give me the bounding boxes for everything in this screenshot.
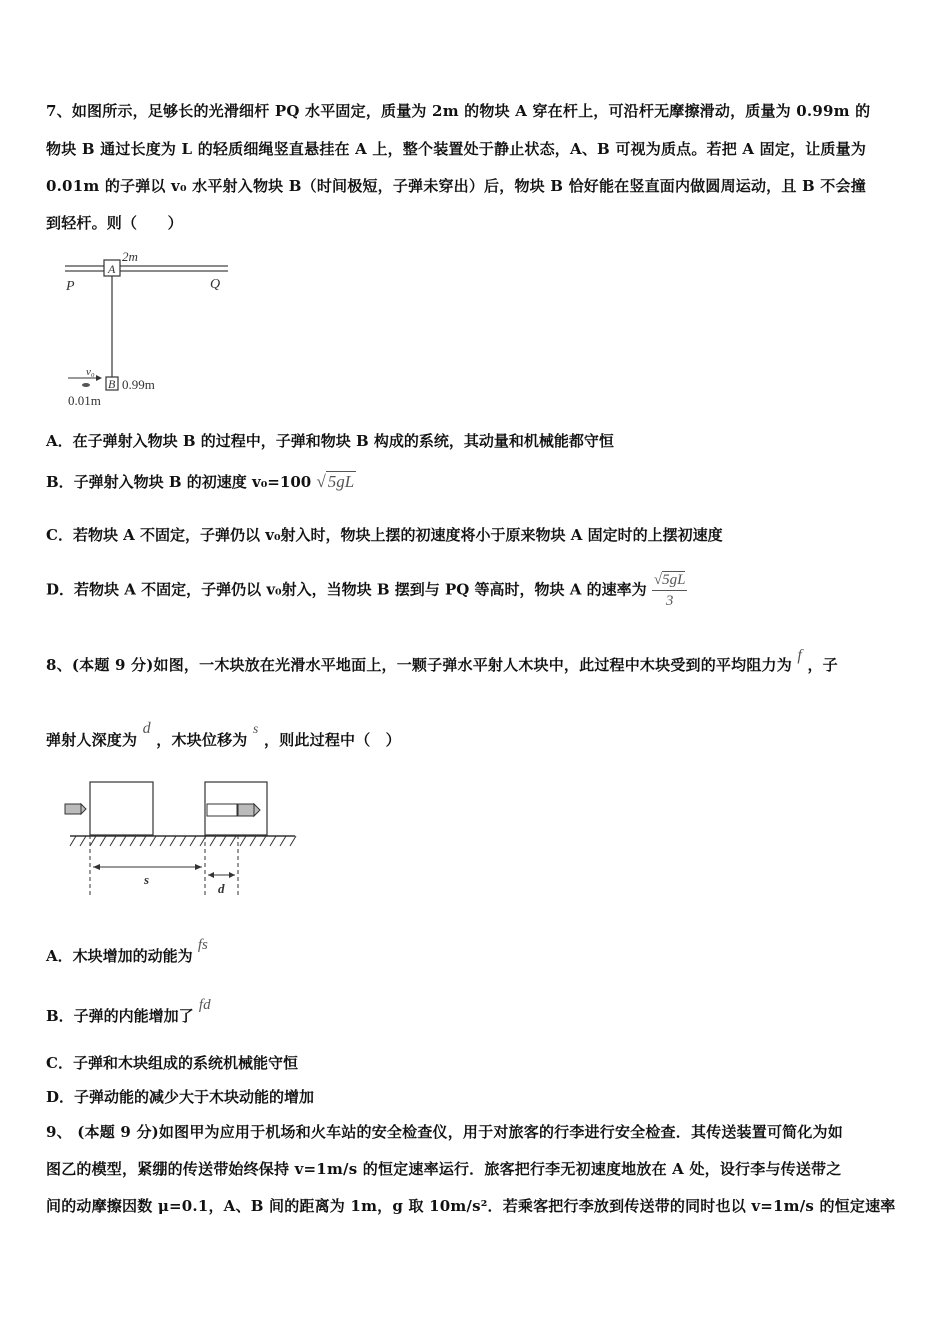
q7-stem-line-1: 7、如图所示，足够长的光滑细杆 PQ 水平固定，质量为 2m 的物块 A 穿在杆上，可沿杆无摩擦滑动，质量为 0.99m 的 xyxy=(46,102,871,120)
wood-block-initial xyxy=(90,782,153,835)
q7-option-d-text: D．若物块 A 不固定，子弹仍以 v₀射入，当物块 B 摆到与 PQ 等高时，物块 A 的速率为 xyxy=(46,580,647,599)
q7-figure xyxy=(60,250,240,410)
label-q: Q xyxy=(210,277,221,292)
q8-stem-line-2-c: ，则此过程中（ ） xyxy=(264,731,401,749)
q8-option-b xyxy=(46,997,211,1027)
q7-option-b xyxy=(46,472,356,492)
q8-figure xyxy=(60,775,300,905)
q7-option-a: A．在子弹射入物块 B 的过程中，子弹和物块 B 构成的系统，其动量和机械能都守恒 xyxy=(46,432,614,450)
q7-option-d-fraction xyxy=(652,570,688,611)
q7-stem-line-4: 到轻杆。则（ ） xyxy=(46,214,183,232)
bullet-final xyxy=(238,804,254,816)
label-001m: 0.01m xyxy=(68,393,101,408)
q8-stem-line-1-text: 8、(本题 9 分)如图，一木块放在光滑水平地面上，一颗子弹水平射人木块中，此过程中木块受到的平均阻力为 xyxy=(46,656,792,674)
label-099m: 0.99m xyxy=(122,377,155,392)
bullet-initial xyxy=(65,804,81,814)
q9-stem-line-1: 9、 (本题 9 分)如图甲为应用于机场和火车站的安全检查仪，用于对旅客的行李进行安全检查．其传送装置可简化为如 xyxy=(46,1123,843,1141)
q8-option-a xyxy=(46,937,208,967)
q8-stem-line-2-a: 弹射人深度为 xyxy=(46,731,138,749)
velocity-arrow xyxy=(96,375,102,381)
q8-option-d: D．子弹动能的减少大于木块动能的增加 xyxy=(46,1088,315,1106)
q8-stem-line-2-b: ，木块位移为 xyxy=(156,731,248,749)
label-a: A xyxy=(108,262,116,276)
q8-stem-line-1-suffix: ，子 xyxy=(807,656,838,674)
q8-symbol-s: s xyxy=(252,722,259,737)
bullet-hole xyxy=(207,804,237,816)
q7-option-d-numerator: √5gL xyxy=(652,570,688,591)
q9-stem-line-2: 图乙的模型，紧绷的传送带始终保持 v=1m/s 的恒定速率运行．旅客把行李无初速度地放在 A 处，设行李与传送带之 xyxy=(46,1160,842,1178)
label-b: B xyxy=(108,377,116,391)
q8-symbol-f: f xyxy=(797,647,803,664)
bullet-shape xyxy=(82,383,90,387)
label-d: d xyxy=(218,881,225,896)
q7-option-b-radicand: 5gL xyxy=(327,472,355,491)
q8-option-a-symbol: fs xyxy=(197,937,208,953)
q8-option-c: C．子弹和木块组成的系统机械能守恒 xyxy=(46,1054,298,1072)
q8-option-a-text: A．木块增加的动能为 xyxy=(46,947,193,965)
q8-option-b-text: B．子弹的内能增加了 xyxy=(46,1007,194,1025)
guide-lines xyxy=(90,835,238,895)
q7-option-b-text: B．子弹射入物块 B 的初速度 v₀=100 xyxy=(46,473,312,491)
q7-option-b-sqrt: √ 5gL xyxy=(316,472,355,491)
q8-option-b-symbol: fd xyxy=(198,997,211,1013)
q8-stem-line-2 xyxy=(46,720,916,752)
q9-stem-line-3: 间的动摩擦因数 μ=0.1，A、B 间的距离为 1m，g 取 10m/s²．若乘客把行李放到传送带的同时也以 v=1m/s 的恒定速率 xyxy=(46,1197,896,1215)
q7-stem-line-3: 0.01m 的子弹以 v₀ 水平射入物块 B（时间极短，子弹未穿出）后，物块 B 恰好能在竖直面内做圆周运动，且 B 不会撞 xyxy=(46,177,866,195)
label-2m: 2m xyxy=(122,250,138,264)
label-p: P xyxy=(66,279,75,294)
q8-stem-line-1 xyxy=(46,647,916,676)
label-v0: v₀ xyxy=(86,366,95,378)
q8-symbol-d: d xyxy=(142,720,151,737)
q7-option-d-radicand: 5gL xyxy=(662,572,686,588)
q7-stem-line-2: 物块 B 通过长度为 L 的轻质细绳竖直悬挂在 A 上，整个装置处于静止状态，A、B 可视为质点。若把 A 固定，让质量为 xyxy=(46,140,867,158)
ground-hatching xyxy=(70,836,296,846)
q7-option-c: C．若物块 A 不固定，子弹仍以 v₀射入时，物块上摆的初速度将小于原来物块 A 固定时的上摆初速度 xyxy=(46,526,723,544)
q7-option-d xyxy=(46,570,687,611)
label-s: s xyxy=(144,872,150,887)
q7-option-d-denominator: 3 xyxy=(665,593,674,609)
